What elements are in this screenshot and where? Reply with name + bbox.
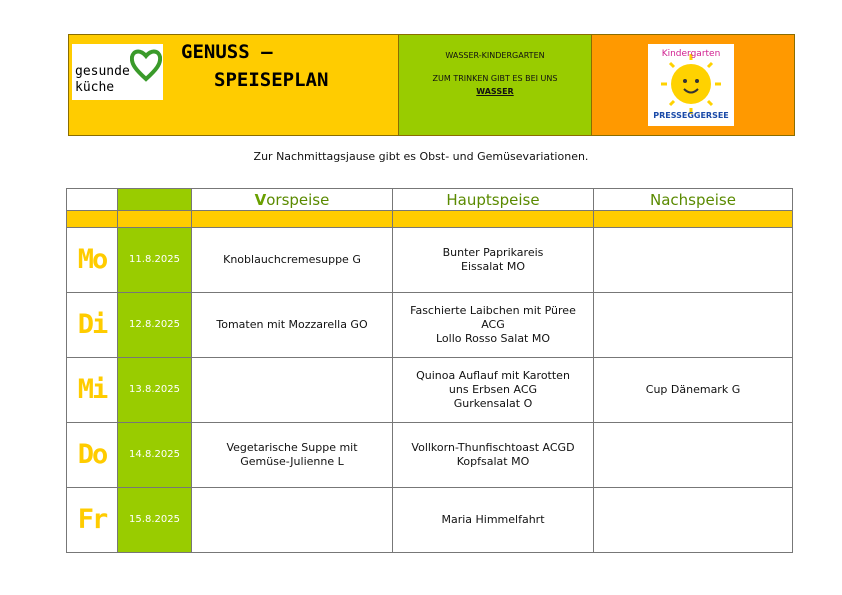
water-line-3: WASSER bbox=[476, 87, 514, 96]
date-cell: 15.8.2025 bbox=[118, 488, 192, 553]
header-vorspeise-rest: orspeise bbox=[266, 190, 330, 209]
logo-bottom-text: PRESSEGGERSEE bbox=[653, 111, 729, 120]
menu-table bbox=[66, 188, 793, 553]
menu-row-di bbox=[67, 293, 793, 358]
hauptspeise-line: Vollkorn-Thunfischtoast ACGD bbox=[411, 441, 575, 454]
header-hauptspeise: Hauptspeise bbox=[393, 189, 594, 211]
nachspeise-cell bbox=[594, 423, 793, 488]
kindergarten-panel bbox=[592, 35, 794, 135]
hauptspeise-cell bbox=[393, 293, 594, 358]
band-cell bbox=[594, 211, 793, 228]
hauptspeise-cell bbox=[393, 358, 594, 423]
water-line-1: WASSER-KINDERGARTEN bbox=[445, 51, 545, 60]
hauptspeise-line: Maria Himmelfahrt bbox=[441, 513, 545, 526]
vorspeise-line: Knoblauchcremesuppe G bbox=[223, 253, 361, 266]
title-line-2: SPEISEPLAN bbox=[214, 69, 329, 91]
day-label: Do bbox=[67, 423, 118, 488]
hauptspeise-line: Lollo Rosso Salat MO bbox=[435, 332, 551, 345]
logo-top-text: Kindergarten bbox=[661, 49, 721, 59]
menu-row-mi bbox=[67, 358, 793, 423]
day-label: Mo bbox=[67, 228, 118, 293]
day-label: Di bbox=[67, 293, 118, 358]
hauptspeise-line: Bunter Paprikareis bbox=[442, 246, 544, 259]
hauptspeise-line: Faschierte Laibchen mit Püree bbox=[410, 304, 576, 317]
band-cell bbox=[118, 211, 192, 228]
header-banner bbox=[68, 34, 795, 136]
band-cell bbox=[67, 211, 118, 228]
vorspeise-cell bbox=[192, 488, 393, 553]
vorspeise-line: Tomaten mit Mozzarella GO bbox=[216, 318, 368, 331]
hauptspeise-cell bbox=[393, 423, 594, 488]
vorspeise-cell bbox=[192, 293, 393, 358]
vorspeise-cell bbox=[192, 228, 393, 293]
menu-row-do bbox=[67, 423, 793, 488]
day-label: Mi bbox=[67, 358, 118, 423]
snack-note: Zur Nachmittagsjause gibt es Obst- und Gemüsevariationen. bbox=[253, 150, 589, 163]
title-line-1: GENUSS – bbox=[181, 41, 273, 63]
nachspeise-cell bbox=[594, 488, 793, 553]
header-date-cell bbox=[118, 189, 192, 211]
water-panel bbox=[399, 35, 592, 135]
menu-row-fr bbox=[67, 488, 793, 553]
date-cell: 13.8.2025 bbox=[118, 358, 192, 423]
nachspeise-cell bbox=[594, 228, 793, 293]
header-day-cell bbox=[67, 189, 118, 211]
band-cell bbox=[393, 211, 594, 228]
header-nachspeise: Nachspeise bbox=[594, 189, 793, 211]
nachspeise-cell: Cup Dänemark G bbox=[594, 358, 793, 423]
menu-rows bbox=[67, 228, 793, 553]
date-cell: 12.8.2025 bbox=[118, 293, 192, 358]
vorspeise-line: Vegetarische Suppe mit bbox=[226, 441, 358, 454]
hauptspeise-line: Kopfsalat MO bbox=[456, 455, 530, 468]
header-vorspeise bbox=[192, 189, 393, 211]
menu-row-mo bbox=[67, 228, 793, 293]
hauptspeise-cell bbox=[393, 228, 594, 293]
hauptspeise-line: ACG bbox=[481, 318, 505, 331]
hauptspeise-line: Quinoa Auflauf mit Karotten bbox=[416, 369, 570, 382]
date-cell: 14.8.2025 bbox=[118, 423, 192, 488]
title-panel bbox=[69, 35, 399, 135]
hauptspeise-line: Gurkensalat O bbox=[453, 397, 533, 410]
header-vorspeise-initial: V bbox=[254, 190, 267, 209]
vorspeise-line: Gemüse-Julienne L bbox=[240, 455, 344, 468]
hauptspeise-cell bbox=[393, 488, 594, 553]
day-label: Fr bbox=[67, 488, 118, 553]
header-row bbox=[67, 189, 793, 211]
vorspeise-cell bbox=[192, 358, 393, 423]
hauptspeise-line: uns Erbsen ACG bbox=[448, 383, 538, 396]
logo-word-1: gesunde bbox=[75, 64, 130, 79]
sun-icon bbox=[648, 44, 734, 126]
hauptspeise-line: Eissalat MO bbox=[461, 260, 525, 273]
yellow-band-row bbox=[67, 211, 793, 228]
nachspeise-cell bbox=[594, 293, 793, 358]
gesunde-kueche-logo bbox=[72, 44, 163, 100]
date-cell: 11.8.2025 bbox=[118, 228, 192, 293]
heart-icon bbox=[130, 48, 162, 82]
band-cell bbox=[192, 211, 393, 228]
vorspeise-cell bbox=[192, 423, 393, 488]
logo-word-2: küche bbox=[75, 80, 115, 95]
water-line-2: ZUM TRINKEN GIBT ES BEI UNS bbox=[432, 74, 558, 83]
kindergarten-logo bbox=[648, 44, 734, 126]
